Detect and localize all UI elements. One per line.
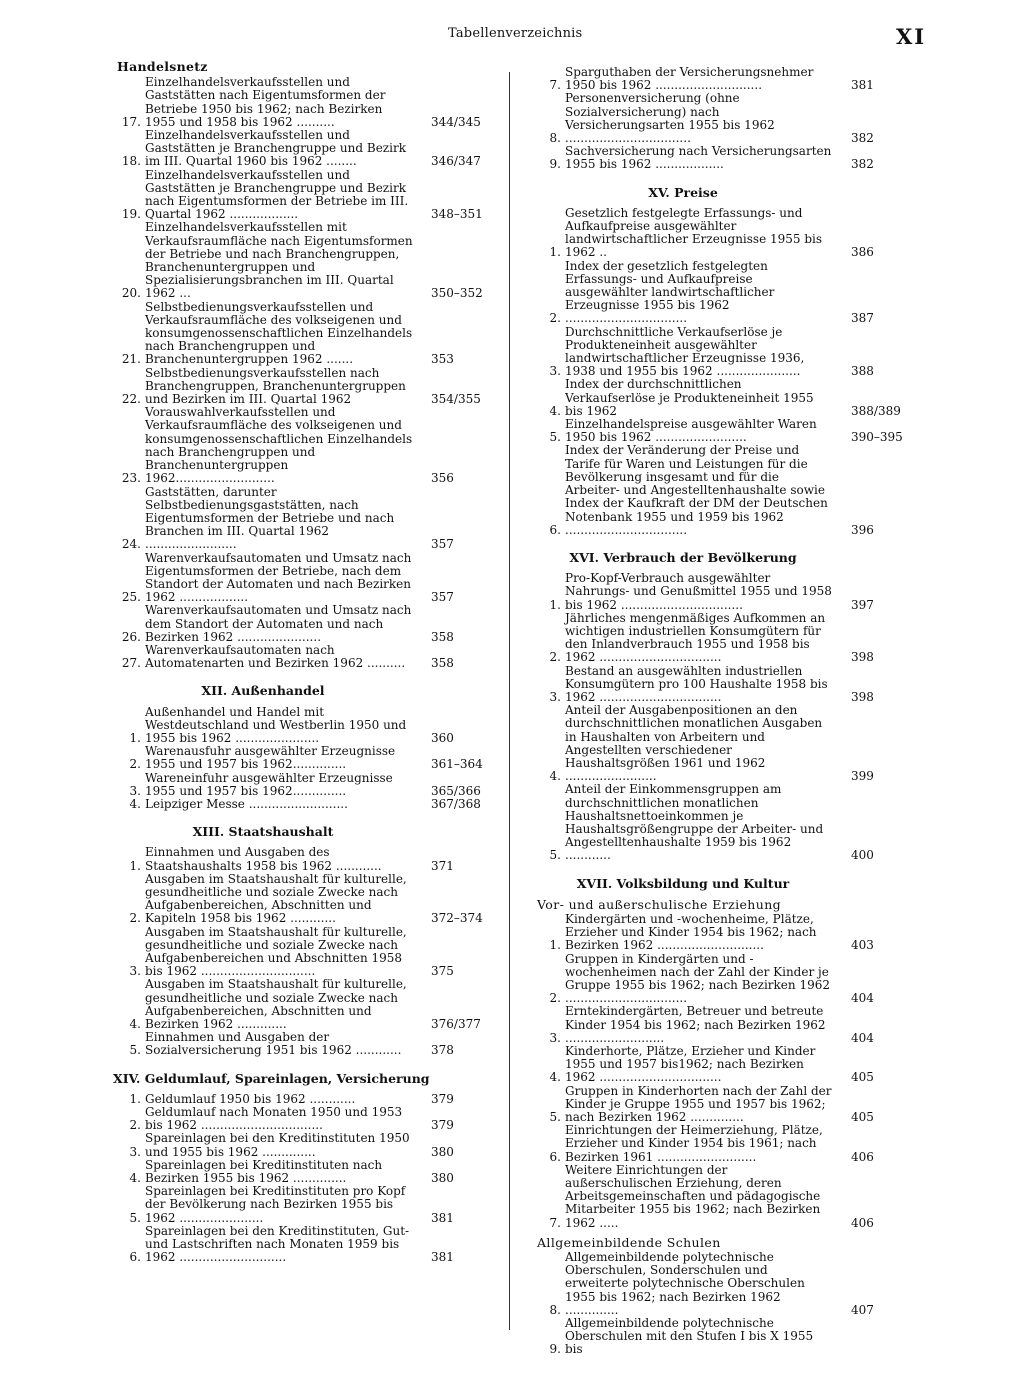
entry-number: 1. <box>129 858 141 873</box>
entry-title: Allgemeinbildende polytechnische Oberschulen mit den Stufen I bis X 1955 bis <box>565 1316 814 1357</box>
entry-page: 358 <box>431 629 454 644</box>
entry-title: Pro-Kopf-Verbrauch ausgewählter Nahrungs- und Genußmittel 1955 und 1958 bis 1962 ................................ <box>565 571 832 612</box>
entry-page: 344/345 <box>431 114 481 129</box>
entry-title: Einrichtungen der Heimerziehung, Plätze, Erzieher und Kinder 1954 bis 1961; nach Bezirken 1961 .......................... <box>565 1123 823 1164</box>
entry-number: 3. <box>129 964 141 979</box>
entry-number: 5. <box>549 1110 561 1125</box>
entry-title: Einzelhandelsverkaufsstellen und Gaststätten je Branchengruppe und Bezirk im III. Quartal 1960 bis 1962 ........ <box>145 128 406 169</box>
toc-entry <box>533 783 905 862</box>
entry-page: 357 <box>431 590 454 605</box>
entry-number: 26. <box>121 629 141 644</box>
entry-number: 1. <box>549 597 561 612</box>
entry-number: 21. <box>121 352 141 367</box>
entry-page: 398 <box>851 650 874 665</box>
toc-entry <box>113 978 485 1031</box>
entry-title: Sparguthaben der Versicherungsnehmer 1950 bis 1962 ............................ <box>565 65 814 93</box>
entry-number: 5. <box>129 1043 141 1058</box>
toc-entry <box>533 1317 905 1357</box>
entry-title: Index der durchschnittlichen Verkaufserlöse je Produkteneinheit 1955 bis 1962 <box>565 377 814 418</box>
entry-number: 22. <box>121 392 141 407</box>
toc-entry <box>113 406 485 485</box>
entry-number: 1. <box>549 938 561 953</box>
entry-title: Wareneinfuhr ausgewählter Erzeugnisse 1955 und 1957 bis 1962.............. <box>145 770 393 798</box>
toc-entry <box>533 378 905 418</box>
entry-title: Gaststätten, darunter Selbstbedienungsgaststätten, nach Eigentumsformen der Betriebe und nach Branchen im III. Quartal 1962 ........................ <box>145 484 395 552</box>
toc-entry <box>113 301 485 367</box>
entry-title: Kinderhorte, Plätze, Erzieher und Kinder 1955 und 1957 bis1962; nach Bezirken 1962 ................................ <box>565 1044 816 1085</box>
entry-page: 381 <box>431 1210 454 1225</box>
entry-number: 4. <box>129 1017 141 1032</box>
entry-title: Vorauswahlverkaufsstellen und Verkaufsraumfläche des volkseigenen und konsumgenossenschaftlichen Einzelhandels nach Branchengruppen und Branchenuntergruppen 1962.......................... <box>145 405 413 486</box>
entry-page: 346/347 <box>431 154 481 169</box>
entry-number: 3. <box>129 783 141 798</box>
entry-number: 3. <box>549 364 561 379</box>
entry-title: Kindergärten und -wochenheime, Plätze, Erzieher und Kinder 1954 bis 1962; nach Bezirken 1962 ............................ <box>565 911 817 953</box>
section-heading-handelsnetz: Handelsnetz <box>117 59 208 74</box>
toc-entry <box>113 644 485 670</box>
toc-entry <box>533 1251 905 1317</box>
entry-page: 397 <box>851 597 874 612</box>
entry-page: 405 <box>851 1070 874 1085</box>
entry-number: 1. <box>129 730 141 745</box>
entry-page: 350–352 <box>431 286 483 301</box>
toc-entry <box>113 1159 485 1185</box>
entry-page: 407 <box>851 1302 874 1317</box>
entry-title: Sachversicherung nach Versicherungsarten 1955 bis 1962 .................. <box>565 144 832 172</box>
entry-number: 6. <box>549 1149 561 1164</box>
list-staatshaushalt <box>113 846 485 1057</box>
entry-number: 3. <box>549 1030 561 1045</box>
entry-title: Jährliches mengenmäßiges Aufkommen an wichtigen industriellen Konsumgütern für den Inlandverbrauch 1955 und 1958 bis 1962 ................................ <box>565 610 826 665</box>
entry-number: 5. <box>549 848 561 863</box>
entry-title: Spareinlagen bei den Kreditinstituten, Gut- und Lastschriften nach Monaten 1959 bis 1962 ............................ <box>145 1223 410 1265</box>
toc-entry <box>533 207 905 260</box>
entry-page: 403 <box>851 938 874 953</box>
entry-title: Ausgaben im Staatshaushalt für kulturelle, gesundheitliche und soziale Zwecke nach Aufgabenbereichen, Abschnitten und Bezirken 1962 ............. <box>145 977 407 1032</box>
entry-page: 367/368 <box>431 796 481 811</box>
entry-page: 379 <box>431 1091 454 1106</box>
entry-title: Einzelhandelspreise ausgewählter Waren 1950 bis 1962 ........................ <box>565 417 817 445</box>
entry-number: 5. <box>129 1210 141 1225</box>
entry-number: 4. <box>549 769 561 784</box>
entry-title: Einzelhandelsverkaufsstellen und Gaststätten nach Eigentumsformen der Betriebe 1950 bis 1962; nach Bezirken 1955 und 1958 bis 1962 .......... <box>145 75 386 129</box>
entry-page: 358 <box>431 656 454 671</box>
entry-page: 386 <box>851 245 874 260</box>
section-heading-staatshaushalt: XIII. Staatshaushalt <box>192 824 334 840</box>
entry-title: Einnahmen und Ausgaben der Sozialversicherung 1951 bis 1962 ............ <box>145 1030 402 1058</box>
toc-entry <box>533 953 905 1006</box>
entry-number: 18. <box>121 154 141 169</box>
entry-number: 4. <box>549 1070 561 1085</box>
toc-entry <box>113 772 485 798</box>
toc-entry <box>533 1124 905 1164</box>
entry-page: 376/377 <box>431 1017 481 1032</box>
list-versicherung-cont <box>533 66 905 172</box>
entry-title: Gruppen in Kindergärten und -wochenheimen nach der Zahl der Kinder je Gruppe 1955 bis 1962; nach Bezirken 1962 ................................ <box>565 951 830 1006</box>
entry-number: 6. <box>549 522 561 537</box>
toc-entry <box>533 145 905 171</box>
entry-page: 361–364 <box>431 757 483 772</box>
toc-entry <box>533 66 905 92</box>
page-number: XI <box>896 24 927 49</box>
entry-number: 20. <box>121 286 141 301</box>
entry-number: 1. <box>549 245 561 260</box>
entry-number: 9. <box>549 157 561 172</box>
entry-page: 372–374 <box>431 911 483 926</box>
entry-title: Einnahmen und Ausgaben des Staatshaushalts 1958 bis 1962 ............ <box>145 845 382 873</box>
entry-number: 3. <box>129 1144 141 1159</box>
entry-page: 375 <box>431 964 454 979</box>
entry-number: 19. <box>121 207 141 222</box>
toc-entry <box>113 926 485 979</box>
toc-entry <box>533 665 905 705</box>
entry-page: 381 <box>851 78 874 93</box>
section-heading-preise: XV. Preise <box>648 184 718 200</box>
right-column <box>533 66 905 1357</box>
entry-page: 348–351 <box>431 207 483 222</box>
entry-title: Index der Veränderung der Preise und Tarife für Waren und Leistungen für die Bevölkerung insgesamt und für die Arbeiter- und Angestelltenhaushalte sowie Index der Kaufkraft der DM der Deutschen Notenbank 1955 und 1959 bis 1962 ................................ <box>565 443 828 537</box>
entry-number: 24. <box>121 537 141 552</box>
toc-entry <box>113 745 485 771</box>
toc-entry <box>533 913 905 953</box>
toc-entry <box>113 604 485 644</box>
entry-title: Spareinlagen bei den Kreditinstituten 1950 und 1955 bis 1962 .............. <box>145 1131 410 1159</box>
entry-number: 4. <box>129 796 141 811</box>
toc-entry <box>113 873 485 926</box>
toc-entry <box>533 572 905 612</box>
entry-number: 27. <box>121 656 141 671</box>
toc-entry <box>533 1164 905 1230</box>
toc-entry <box>533 260 905 326</box>
toc-entry <box>533 704 905 783</box>
entry-number: 8. <box>549 1302 561 1317</box>
toc-entry <box>113 798 485 811</box>
entry-number: 4. <box>129 1171 141 1186</box>
toc-entry <box>113 1225 485 1265</box>
section-heading-volksbildung: XVII. Volksbildung und Kultur <box>576 875 790 891</box>
toc-entry <box>533 444 905 536</box>
entry-number: 1. <box>129 1091 141 1106</box>
entry-page: 400 <box>851 848 874 863</box>
running-title: Tabellenverzeichnis <box>448 26 583 41</box>
entry-number: 7. <box>549 78 561 93</box>
entry-title: Bestand an ausgewählten industriellen Konsumgütern pro 100 Haushalte 1958 bis 1962 ................................ <box>565 663 828 704</box>
entry-page: 382 <box>851 157 874 172</box>
entry-page: 354/355 <box>431 392 481 407</box>
entry-title: Erntekindergärten, Betreuer und betreute Kinder 1954 bis 1962; nach Bezirken 1962 .......................... <box>565 1004 826 1045</box>
subheading-schulen: Allgemeinbildende Schulen <box>537 1234 721 1250</box>
entry-page: 378 <box>431 1043 454 1058</box>
toc-entry <box>533 92 905 145</box>
entry-number: 2. <box>129 1118 141 1133</box>
toc-entry <box>113 221 485 300</box>
toc-entry <box>113 706 485 746</box>
toc-entry <box>113 846 485 872</box>
entry-number: 25. <box>121 590 141 605</box>
section-heading-geldumlauf: XIV. Geldumlauf, Spareinlagen, Versicherung <box>113 1070 430 1086</box>
entry-title: Allgemeinbildende polytechnische Oberschulen, Sonderschulen und erweiterte polytechnische Oberschulen 1955 bis 1962; nach Bezirken 1962 .............. <box>565 1250 805 1317</box>
list-geldumlauf <box>113 1093 485 1265</box>
entry-page: 357 <box>431 537 454 552</box>
entry-title: Warenausfuhr ausgewählter Erzeugnisse 1955 und 1957 bis 1962.............. <box>145 744 396 772</box>
entry-title: Warenverkaufsautomaten nach Automatenarten und Bezirken 1962 .......... <box>145 642 406 671</box>
entry-page: 380 <box>431 1171 454 1186</box>
entry-number: 2. <box>549 311 561 326</box>
entry-page: 382 <box>851 131 874 146</box>
entry-number: 9. <box>549 1342 561 1357</box>
entry-number: 6. <box>129 1250 141 1265</box>
entry-title: Selbstbedienungsverkaufsstellen und Verkaufsraumfläche des volkseigenen und konsumgenossenschaftlichen Einzelhandels nach Branchengruppen und Branchenuntergruppen 1962 ....... <box>145 299 413 367</box>
list-preise <box>533 207 905 537</box>
list-erziehung <box>533 913 905 1230</box>
entry-title: Weitere Einrichtungen der außerschulischen Erziehung, deren Arbeitsgemeinschaften und pädagogische Mitarbeiter 1955 bis 1962; nach Bezirken 1962 ..... <box>565 1162 821 1230</box>
toc-entry <box>113 76 485 129</box>
entry-number: 4. <box>549 403 561 418</box>
toc-entry <box>113 1031 485 1057</box>
entry-title: Geldumlauf 1950 bis 1962 ............ <box>145 1091 356 1106</box>
entry-title: Personenversicherung (ohne Sozialversicherung) nach Versicherungsarten 1955 bis 1962 ................................. <box>565 91 775 146</box>
toc-entry <box>533 1085 905 1125</box>
toc-entry <box>533 1005 905 1045</box>
entry-title: Außenhandel und Handel mit Westdeutschland und Westberlin 1950 und 1955 bis 1962 ...................... <box>145 704 407 745</box>
toc-entry <box>533 326 905 379</box>
entry-title: Geldumlauf nach Monaten 1950 und 1953 bis 1962 ................................ <box>145 1105 403 1133</box>
entry-page: 387 <box>851 311 874 326</box>
entry-page: 365/366 <box>431 783 481 798</box>
toc-entry <box>113 552 485 605</box>
entry-title: Spareinlagen bei Kreditinstituten nach Bezirken 1955 bis 1962 .............. <box>145 1157 383 1186</box>
entry-number: 17. <box>121 114 141 129</box>
entry-title: Gesetzlich festgelegte Erfassungs- und Aufkaufpreise ausgewählter landwirtschaftlicher Erzeugnisse 1955 bis 1962 .. <box>565 205 823 260</box>
entry-number: 8. <box>549 131 561 146</box>
toc-entry <box>113 1106 485 1132</box>
entry-page: 379 <box>431 1118 454 1133</box>
entry-title: Anteil der Einkommensgruppen am durchschnittlichen monatlichen Haushaltsnettoeinkommen je Haushaltsgrößengruppe der Arbeiter- und Angestelltenhaushalte 1959 bis 1962 ............ <box>565 782 824 863</box>
entry-number: 2. <box>549 991 561 1006</box>
entry-page: 396 <box>851 522 874 537</box>
toc-entry <box>113 486 485 552</box>
entry-title: Leipziger Messe .......................... <box>145 796 348 811</box>
entry-page: 360 <box>431 730 454 745</box>
entry-title: Selbstbedienungsverkaufsstellen nach Branchengruppen, Branchenuntergruppen und Bezirken im III. Quartal 1962 <box>145 365 406 407</box>
page-header <box>0 24 1024 48</box>
toc-entry <box>113 1132 485 1158</box>
left-column <box>113 58 485 1264</box>
entry-title: Warenverkaufsautomaten und Umsatz nach dem Standort der Automaten und nach Bezirken 1962 ...................... <box>145 603 412 644</box>
entry-title: Gruppen in Kinderhorten nach der Zahl der Kinder je Gruppe 1955 und 1957 bis 1962; nach Bezirken 1962 .............. <box>565 1083 832 1125</box>
entry-number: 2. <box>129 757 141 772</box>
entry-page: 388/389 <box>851 403 901 418</box>
entry-page: 399 <box>851 769 874 784</box>
entry-title: Durchschnittliche Verkaufserlöse je Produkteneinheit ausgewählter landwirtschaftlicher Erzeugnisse 1936, 1938 und 1955 bis 1962 ...................... <box>565 324 805 379</box>
entry-page: 356 <box>431 471 454 486</box>
toc-entry <box>113 1185 485 1225</box>
entry-title: Anteil der Ausgabenpositionen an den durchschnittlichen monatlichen Ausgaben in Haushalten von Arbeitern und Angestellten verschiedener Haushaltsgrößen 1961 und 1962 ........................ <box>565 703 823 784</box>
entry-page: 371 <box>431 858 454 873</box>
entry-page: 405 <box>851 1110 874 1125</box>
entry-number: 2. <box>549 650 561 665</box>
list-handelsnetz <box>113 76 485 670</box>
entry-number: 7. <box>549 1215 561 1230</box>
entry-title: Einzelhandelsverkaufsstellen und Gaststätten je Branchengruppe und Bezirk nach Eigentumsformen der Betriebe im III. Quartal 1962 .................. <box>145 167 409 222</box>
entry-number: 3. <box>549 689 561 704</box>
toc-entry <box>113 169 485 222</box>
entry-page: 353 <box>431 352 454 367</box>
subheading-erziehung: Vor- und außerschulische Erziehung <box>537 896 782 912</box>
entry-title: Einzelhandelsverkaufsstellen mit Verkaufsraumfläche nach Eigentumsformen der Betriebe und nach Branchengruppen, Branchenuntergruppen und Spezialisierungsbranchen im III. Quartal 1962 ... <box>145 220 413 301</box>
entry-title: Spareinlagen bei Kreditinstituten pro Kopf der Bevölkerung nach Bezirken 1955 bis 1962 ...................... <box>145 1184 406 1225</box>
entry-page: 381 <box>431 1250 454 1265</box>
column-divider <box>509 72 510 1330</box>
entry-title: Ausgaben im Staatshaushalt für kulturelle, gesundheitliche und soziale Zwecke nach Aufgabenbereichen, Abschnitten und Kapiteln 1958 bis 1962 ............ <box>145 871 407 926</box>
entry-page: 406 <box>851 1149 874 1164</box>
entry-page: 406 <box>851 1215 874 1230</box>
entry-number: 2. <box>129 911 141 926</box>
entry-title: Warenverkaufsautomaten und Umsatz nach Eigentumsformen der Betriebe, nach dem Standort der Automaten und nach Bezirken 1962 .................. <box>145 550 412 605</box>
toc-entry <box>113 129 485 169</box>
entry-title: Ausgaben im Staatshaushalt für kulturelle, gesundheitliche und soziale Zwecke nach Aufgabenbereichen und Abschnitten 1958 bis 1962 .............................. <box>145 924 407 979</box>
list-verbrauch <box>533 572 905 862</box>
section-heading-verbrauch: XVI. Verbrauch der Bevölkerung <box>569 549 797 565</box>
toc-entry <box>113 367 485 407</box>
entry-page: 390–395 <box>851 430 903 445</box>
entry-page: 404 <box>851 1030 874 1045</box>
entry-page: 404 <box>851 991 874 1006</box>
section-heading-aussenhandel: XII. Außenhandel <box>201 683 325 699</box>
list-aussenhandel <box>113 706 485 812</box>
entry-page: 398 <box>851 689 874 704</box>
entry-number: 23. <box>121 471 141 486</box>
entry-number: 5. <box>549 430 561 445</box>
entry-page: 380 <box>431 1144 454 1159</box>
entry-page: 388 <box>851 364 874 379</box>
toc-entry <box>533 418 905 444</box>
list-schulen <box>533 1251 905 1357</box>
entry-title: Index der gesetzlich festgelegten Erfassungs- und Aufkaufpreise ausgewählter landwirtschaftlicher Erzeugnisse 1955 bis 1962 ................................ <box>565 258 775 326</box>
toc-entry <box>533 1045 905 1085</box>
toc-entry <box>533 612 905 665</box>
